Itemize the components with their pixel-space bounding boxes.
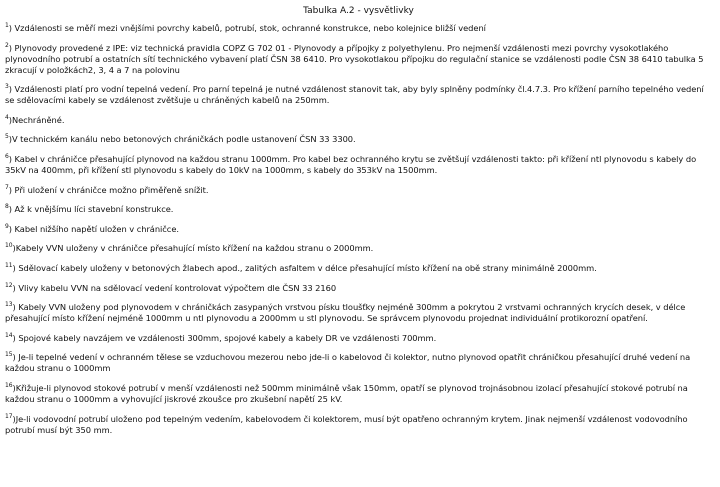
footnote-item — [5, 84, 712, 106]
footnote-marker: 4 — [5, 114, 9, 122]
footnote-marker: 5 — [5, 133, 9, 141]
footnote-text: ) Až k vnějšímu líci stavební konstrukce. — [8, 204, 174, 215]
footnote-marker: 14 — [5, 331, 13, 339]
footnote-text: )Nechráněné. — [8, 114, 65, 125]
footnote-text: ) Vlivy kabelu VVN na sdělovací vedení kontrolovat výpočtem dle ČSN 33 2160 — [12, 282, 337, 293]
footnote-text: ) Kabel v chráničce přesahující plynovod na každou stranu 1000mm. Pro kabel bez ochranného krytu se zvětšují vzdálenosti takto: při křížení ntl plynovodu s kabely do 35kV na 400mm, při křížení stl plynovodu s kabely do 10kV na 1000mm, s kabely do 353kV na 1500mm. — [5, 153, 697, 175]
footnote-item — [5, 43, 712, 76]
footnote-marker: 10 — [5, 242, 13, 250]
footnote-marker: 13 — [5, 301, 13, 309]
footnote-item — [5, 243, 712, 254]
footnote-text: )Křižuje-li plynovod stokové potrubí v menší vzdálenosti než 500mm minimálně však 150mm, opatří se plynovod trojnásobnou izolací přesahující stokové potrubí na každou stranu o 1000mm a vyhovující jiskrové zkoušce pro zkušební napětí 25 kV. — [5, 382, 688, 404]
footnote-item — [5, 23, 712, 34]
footnote-marker: 17 — [5, 412, 13, 420]
footnote-text: )Kabely VVN uloženy v chráničce přesahující místo křížení na každou stranu o 2000mm. — [12, 243, 374, 254]
footnote-item — [5, 154, 712, 176]
footnote-marker: 15 — [5, 351, 13, 359]
footnote-item — [5, 185, 712, 196]
footnote-item — [5, 283, 712, 294]
footnote-item — [5, 134, 712, 145]
footnote-item — [5, 333, 712, 344]
footnote-item — [5, 352, 712, 374]
footnote-text: ) Sdělovací kabely uloženy v betonových žlabech apod., zalitých asfaltem v délce přesahující místo křížení na obě strany minimálně 2000mm. — [12, 262, 597, 273]
footnote-text: ) Kabely VVN uloženy pod plynovodem v chráničkách zasypaných vrstvou písku tloušťky nejméně 300mm a pokrytou 2 vrstvami ochranných krycích desek, v délce přesahující místo křížení nejméně 1000mm u ntl plynovodu a 2000mm u stl plynovodu. Se správcem plynovodu projednat individuální protikorozní opatření. — [5, 302, 686, 324]
footnote-item — [5, 383, 712, 405]
footnote-item — [5, 224, 712, 235]
footnote-marker: 7 — [5, 183, 9, 191]
page-title: Tabulka A.2 - vysvětlivky — [303, 6, 414, 16]
footnote-text: ) Plynovody provedené z IPE: viz technická pravidla COPZ G 702 01 - Plynovody a přípojky z polyethylenu. Pro nejmenší vzdálenosti mezi povrchy vysokotlakého plynovodního potrubí a ostatních sítí technického vybavení platí ČSN 38 6410. Pro vysokotlakou přípojku do regulační stanice se vzdálenosti podle ČSN 38 6410 tabulka 5 zkracují v položkách2, 3, 4 a 7 na polovinu — [5, 42, 704, 75]
footnote-text: ) Vzdálenosti platí pro vodní tepelná vedení. Pro parní tepelná je nutné vzdálenost stanovit tak, aby byly splněny podmínky čl.4.7.3. Pro křížení parního tepelného vedení se sdělovacími kabely se vzdálenost zvětšuje u chráněných kabelů na 250mm. — [5, 84, 704, 106]
footnote-marker: 12 — [5, 281, 13, 289]
footnote-marker: 3 — [5, 83, 9, 91]
footnote-item — [5, 204, 712, 215]
footnote-text: )V technickém kanálu nebo betonových chráničkách podle ustanovení ČSN 33 3300. — [8, 134, 356, 145]
footnote-text: ) Při uložení v chráničce možno přiměřeně snížit. — [8, 184, 209, 195]
footnote-marker: 16 — [5, 382, 13, 390]
footnote-marker: 8 — [5, 203, 9, 211]
footnote-item — [5, 115, 712, 126]
footnote-text: ) Spojové kabely navzájem ve vzdálenosti 300mm, spojové kabely a kabely DR ve vzdálenosti 700mm. — [12, 332, 437, 343]
notes-list — [5, 23, 712, 436]
footnote-marker: 1 — [5, 22, 9, 30]
footnote-marker: 11 — [5, 262, 13, 270]
footnote-text: )Je-li vodovodní potrubí uloženo pod tepelným vedením, kabelovodem či kolektorem, musí být opatřeno ochranným krytem. Jinak nejmenší vzdálenost vodovodního potrubí musí být 350 mm. — [5, 413, 688, 435]
footnote-text: ) Vzdálenosti se měří mezi vnějšími povrchy kabelů, potrubí, stok, ochranné konstrukce, nebo kolejnice bližší vedení — [8, 23, 486, 33]
footnote-marker: 6 — [5, 153, 9, 161]
footnote-marker: 2 — [5, 41, 9, 49]
footnote-text: ) Kabel nižšího napětí uložen v chráničce. — [8, 223, 179, 234]
footnote-text: ) Je-li tepelné vedení v ochranném tělese se vzduchovou mezerou nebo jde-li o kabelovod či kolektor, nutno plynovod opatřit chráničkou přesahující druhé vedení na každou stranu o 1000mm — [5, 352, 691, 374]
footnote-item — [5, 302, 712, 324]
footnote-marker: 9 — [5, 222, 9, 230]
footnote-item — [5, 414, 712, 436]
footnote-item — [5, 263, 712, 274]
